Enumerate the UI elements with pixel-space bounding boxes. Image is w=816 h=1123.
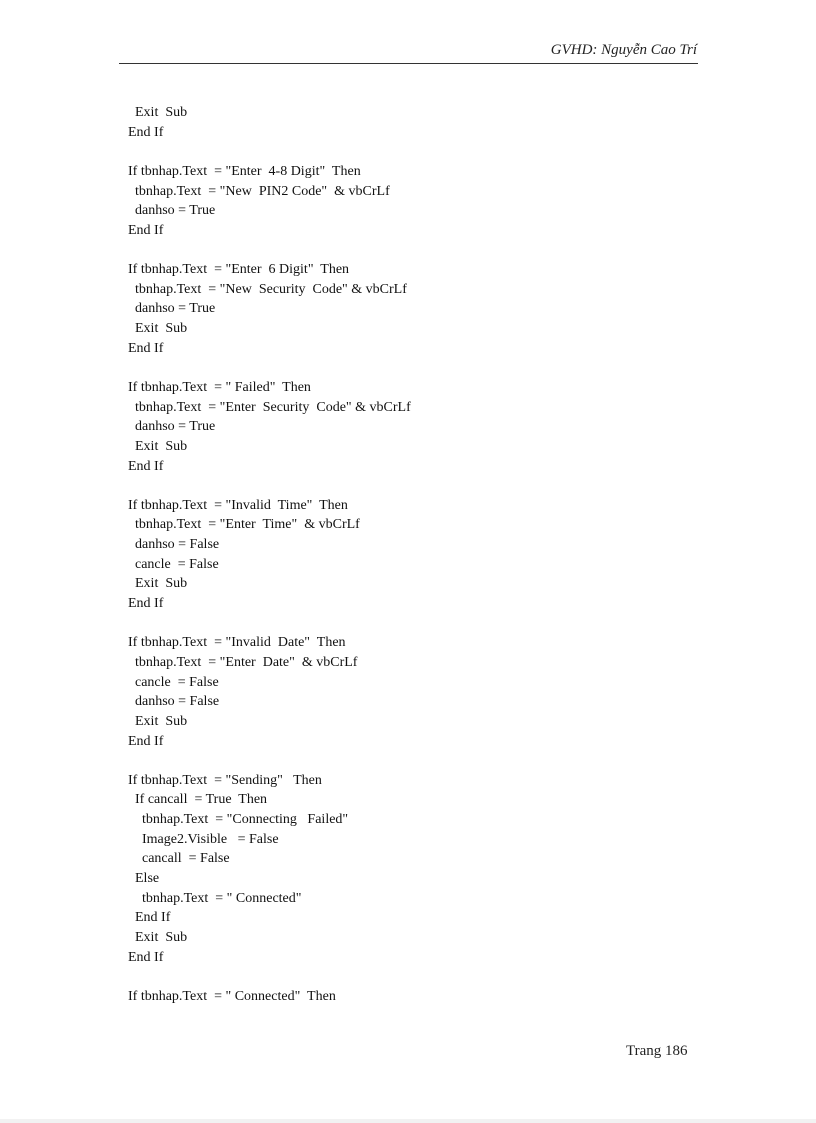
code-line (128, 476, 411, 496)
header-divider (119, 63, 698, 64)
page-number: Trang 186 (626, 1043, 688, 1059)
code-line: Exit Sub (128, 929, 188, 945)
code-line: If tbnhap.Text = " Connected" Then (128, 988, 336, 1004)
code-line: End If (128, 340, 164, 356)
code-line (128, 358, 411, 378)
code-line: Exit Sub (128, 321, 188, 337)
code-line: Exit Sub (128, 438, 188, 454)
code-line: End If (128, 733, 164, 749)
code-line: End If (128, 910, 171, 926)
code-line: If tbnhap.Text = "Invalid Date" Then (128, 635, 346, 651)
code-line: End If (128, 222, 164, 238)
code-line: End If (128, 458, 164, 474)
code-line (128, 240, 411, 260)
code-line: End If (128, 596, 164, 612)
code-line: If tbnhap.Text = "Enter 4-8 Digit" Then (128, 163, 361, 179)
code-line: cancle = False (128, 556, 219, 572)
page-bottom-edge (0, 1119, 816, 1123)
code-line: If cancall = True Then (128, 792, 268, 808)
code-line (128, 751, 411, 771)
code-line (128, 142, 411, 162)
code-line: Image2.Visible = False (128, 831, 279, 847)
code-line (128, 614, 411, 634)
code-line: Exit Sub (128, 576, 188, 592)
code-line: tbnhap.Text = "Enter Time" & vbCrLf (128, 517, 360, 533)
code-line: Exit Sub (128, 105, 188, 120)
code-line (128, 967, 411, 987)
code-line: End If (128, 124, 164, 140)
code-line: If tbnhap.Text = "Enter 6 Digit" Then (128, 262, 350, 278)
code-line: tbnhap.Text = "New Security Code" & vbCrLf (128, 281, 407, 297)
code-line: If tbnhap.Text = " Failed" Then (128, 379, 311, 395)
code-line: tbnhap.Text = "New PIN2 Code" & vbCrLf (128, 183, 390, 199)
code-line: Else (128, 870, 160, 886)
code-line: End If (128, 949, 164, 965)
code-line: tbnhap.Text = "Enter Security Code" & vbCrLf (128, 399, 411, 415)
code-line: tbnhap.Text = "Enter Date" & vbCrLf (128, 654, 358, 670)
code-line: danhso = True (128, 419, 216, 435)
page-header: GVHD: Nguyễn Cao Trí (550, 42, 697, 58)
code-line: danhso = True (128, 301, 216, 317)
code-line: cancall = False (128, 851, 230, 867)
code-line: Exit Sub (128, 713, 188, 729)
code-line: If tbnhap.Text = "Invalid Time" Then (128, 497, 348, 513)
code-line: danhso = False (128, 694, 220, 710)
code-line: tbnhap.Text = " Connected" (128, 890, 302, 906)
code-line: danhso = False (128, 537, 220, 553)
code-line: tbnhap.Text = "Connecting Failed" (128, 812, 349, 828)
code-listing (128, 103, 411, 1006)
code-line: danhso = True (128, 203, 216, 219)
code-line: cancle = False (128, 674, 219, 690)
code-line: If tbnhap.Text = "Sending" Then (128, 772, 322, 788)
